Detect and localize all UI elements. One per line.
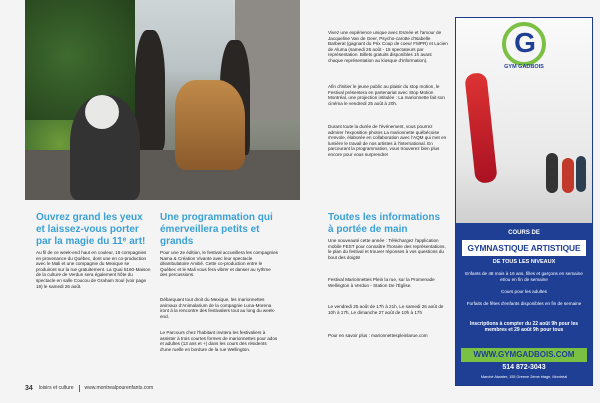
col1-body: Au fil de ce week-end haut en couleur, 15 compagnies en provenance du Québec, dont une en co-production avec le Mali et une compagnie du Mexique se produiront sur la rue gratuitement. La Quai 5160-Maison de la culture de Verdun sera également hôte du spectacle en salle Coucou de Graham Soul (voir page 19) le samedi 26 août. [36, 250, 151, 289]
ad-line-inscriptions: Inscriptions à compter du 22 août 9h pour les membres et 29 août 9h pour tous [469, 321, 579, 333]
gym-logo-name: GYM GADBOIS [504, 64, 544, 70]
col3-top-para2: Afin d'initier le jeune public au plaisir du stop motion, le Festival présentera en partenariat avec Stop Motion Montréal, une projection intitulée : La marionnette fait son cinéma le vendredi 25 août à 20h. [328, 84, 445, 106]
footer-url[interactable]: www.montrealpourenfants.com [84, 385, 154, 391]
photo-road [25, 150, 300, 200]
col3-top-para1: Vivez une expérience unique avec Esmée et l'amour de Jacqueline Van de Geer, Psycho-carotte d'Isabelle Barberat (gagnant du Prix Coup de coeur FMPR) et Lucien de Aluma (samedi 26 août - 15 spectateurs par représentation. Billets gratuits disponibles 1h avant chaque représentation au kiosque d'information). [328, 30, 448, 63]
ad-website[interactable]: WWW.GYMGADBOIS.COM [461, 348, 587, 362]
col2-para1: Pour une 2e édition, le festival accueillera les compagnies Nama & Création Vivante avec leur spectacle déambulatoire Amitié. Cette co-production entre le Québec et le Mali vous fera vibrer et danser au rythme des percussions. [160, 250, 278, 278]
festival-photo [25, 0, 300, 200]
ad-banner: GYMNASTIQUE ARTISTIQUE [462, 240, 586, 256]
page-footer [25, 383, 153, 393]
gym-logo-icon: G [514, 27, 536, 58]
footer-divider [79, 385, 80, 392]
gym-gadbois-ad[interactable] [455, 17, 593, 386]
ad-kid-figure [562, 158, 574, 193]
ad-cours-de: COURS DE [508, 230, 540, 236]
ad-address: Marché Atwater, 155 Greene 2ème étage, Montréal [480, 375, 568, 379]
photo-photographer-head [85, 95, 119, 129]
col3-para3: Le vendredi 25 août de 17h à 21h, Le samedi 26 août de 10h à 17h, Le dimanche 27 août de 10h à 17h [328, 304, 444, 315]
ad-line-enfants: Enfants de 48 mois à 16 ans, filles et garçons en semaine et/ou en fin de semaine [465, 271, 583, 282]
col3-top-para3: Durant toute la durée de l'événement, vous pourrez admirer l'exposition photos La marionnette québécoise s'envole, élaborée en collaboration avec l'AQM qui met en lumière le travail de nos artistes à l'international. En parcourant la programmation, vous trouverez bien plus encore pour vous surprendre! [328, 124, 447, 157]
col2-para3: Le Parcours chez l'habitant invitera les festivaliers à assister à trois courtes formes de marionnettes pour ados et adultes (13 ans et +) dans les cours des résidents d'une ruelle en bordure de la rue Wellington. [160, 330, 278, 352]
footer-section: loisirs et culture [38, 385, 74, 391]
col3-para4: Pour en savoir plus : marionnettespleinlarue.com [328, 333, 428, 338]
page-number: 34 [25, 384, 33, 392]
ad-kid-figure [546, 153, 558, 193]
col3-para2: Festival Marionnettes Plein la rue, sur la Promenade Wellington à Verdun - Station De l'Église. [328, 277, 435, 288]
ad-phone[interactable]: 514 872-3043 [502, 364, 546, 371]
col3-para1: Une nouveauté cette année : Téléchargez l'application mobile FEST pour connaître l'horaire des représentations, le plan du festival et trouver réponses à vos questions du bout des doigts! [328, 238, 446, 260]
ad-niveaux: DE TOUS LES NIVEAUX [492, 259, 556, 265]
col2-para2: Débarquant tout droit du Mexique, les marionnettes animaux d'Animalarium de la compagnie Luna-Morena iront à la rencontre des festivaliers tout au long du week-end. [160, 297, 276, 319]
col1-heading: Ouvrez grand les yeux et laissez-vous porter par la magie du 11ᵉ art! [36, 212, 146, 247]
col3-heading: Toutes les informations à portée de main [328, 212, 441, 235]
ad-line-adultes: Cours pour les adultes [501, 289, 547, 294]
photo-puppeteer [135, 30, 165, 150]
col2-heading: Une programmation qui émerveillera petits et grands [160, 212, 273, 247]
ad-line-fetes: Forfaits de fêtes d'enfants disponibles en fin de semaine [466, 301, 582, 306]
photo-horse-puppet [175, 80, 245, 170]
ad-kid-figure [576, 156, 586, 192]
